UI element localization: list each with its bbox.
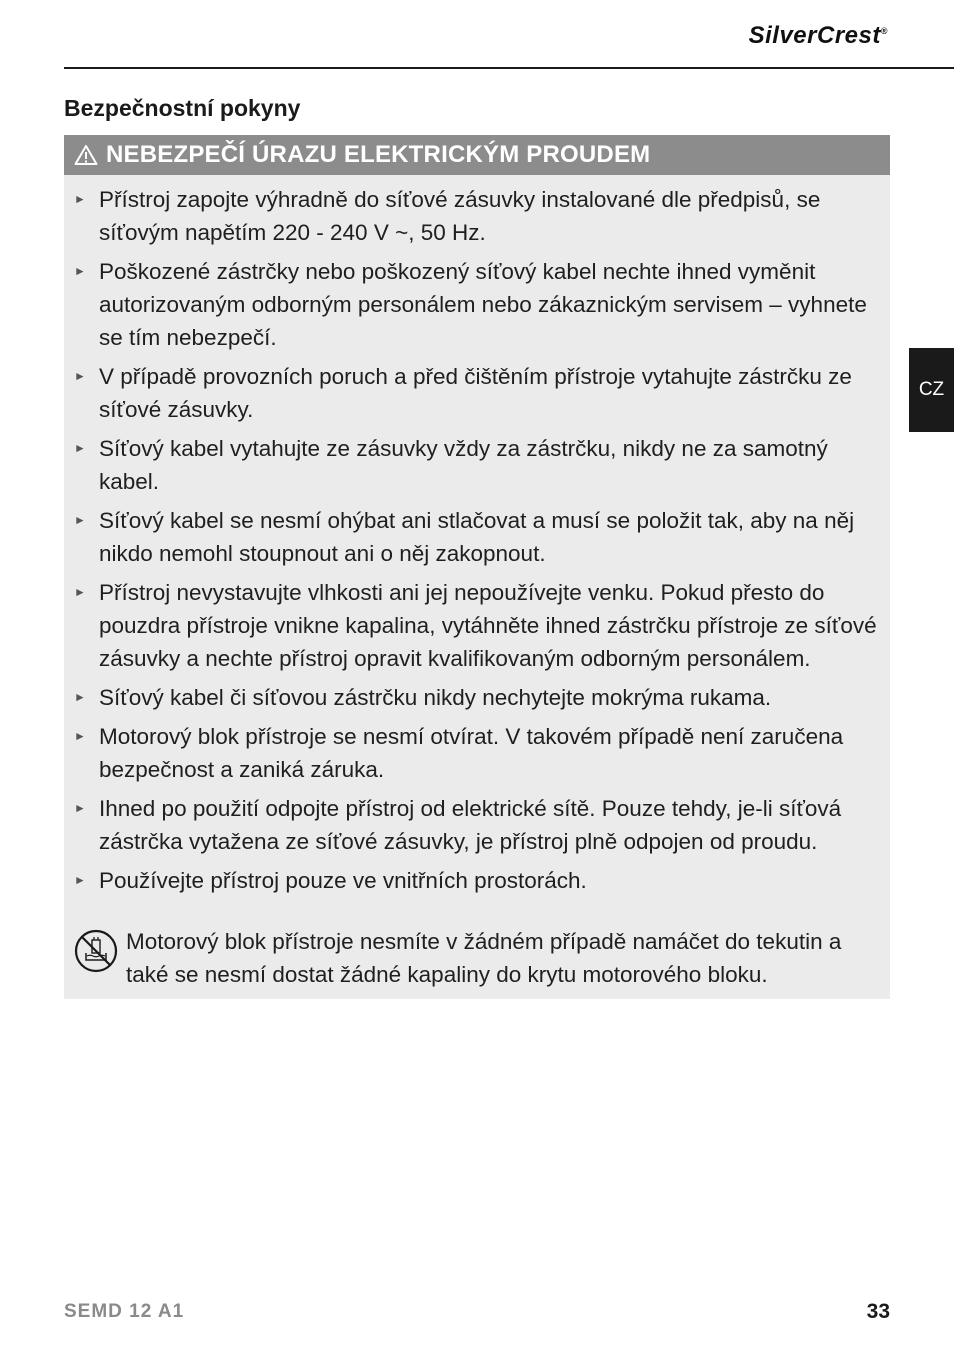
bullet-arrow-icon: ► <box>74 513 86 527</box>
list-item <box>74 255 882 354</box>
footer-model: SEMD 12 A1 <box>64 1301 185 1322</box>
list-item <box>74 720 882 786</box>
list-item <box>74 360 882 426</box>
bullet-arrow-icon: ► <box>74 192 86 206</box>
list-item-text: V případě provozních poruch a před čištěním přístroje vytahujte zástrčku ze síťové zásuvky. <box>99 364 852 422</box>
list-item-text: Poškozené zástrčky nebo poškozený síťový kabel nechte ihned vyměnit autorizovaným odborným personálem nebo zákaznickým servisem – vyhnete se tím nebezpečí. <box>99 259 867 350</box>
brand-logo <box>749 22 888 50</box>
list-item <box>74 864 882 897</box>
note-block <box>74 925 880 991</box>
bullet-arrow-icon: ► <box>74 729 86 743</box>
language-tab <box>909 348 954 432</box>
list-item-text: Síťový kabel se nesmí ohýbat ani stlačovat a musí se položit tak, aby na něj nikdo nemohl stoupnout ani o něj zakopnout. <box>99 508 855 566</box>
list-item <box>74 432 882 498</box>
warning-header <box>64 135 890 175</box>
bullet-arrow-icon: ► <box>74 369 86 383</box>
bullet-arrow-icon: ► <box>74 801 86 815</box>
list-item <box>74 681 882 714</box>
list-item <box>74 576 882 675</box>
list-item <box>74 792 882 858</box>
bullet-arrow-icon: ► <box>74 441 86 455</box>
list-item-text: Přístroj nevystavujte vlhkosti ani jej nepoužívejte venku. Pokud přesto do pouzdra přístroje vnikne kapalina, vytáhněte ihned zástrčku přístroje ze síťové zásuvky a nechte přístroj opravit kvalifikovaným odborným personálem. <box>99 580 877 671</box>
list-item-text: Motorový blok přístroje se nesmí otvírat. V takovém případě není zaručena bezpečnost a zaniká záruka. <box>99 724 844 782</box>
language-tab-label: CZ <box>918 379 945 400</box>
no-immersion-icon <box>74 929 118 973</box>
warning-box <box>64 135 890 999</box>
bullet-arrow-icon: ► <box>74 585 86 599</box>
page-number: 33 <box>866 1300 890 1323</box>
list-item-text: Používejte přístroj pouze ve vnitřních prostorách. <box>99 868 587 893</box>
bullet-arrow-icon: ► <box>74 264 86 278</box>
section-title: Bezpečnostní pokyny <box>64 95 301 121</box>
header-divider <box>64 67 954 69</box>
bullet-arrow-icon: ► <box>74 873 86 887</box>
list-item-text: Síťový kabel vytahujte ze zásuvky vždy za zástrčku, nikdy ne za samotný kabel. <box>99 436 828 494</box>
warning-list <box>64 175 890 897</box>
registered-mark: ® <box>880 26 888 36</box>
list-item-text: Přístroj zapojte výhradně do síťové zásuvky instalované dle předpisů, se síťovým napětím 220 - 240 V ~, 50 Hz. <box>99 187 821 245</box>
note-text: Motorový blok přístroje nesmíte v žádném případě namáčet do tekutin a také se nesmí dostat žádné kapaliny do krytu motorového bloku. <box>126 929 842 987</box>
brand-logo-text: SilverCrest <box>748 22 881 49</box>
list-item-text: Síťový kabel či síťovou zástrčku nikdy nechytejte mokrýma rukama. <box>99 685 772 710</box>
warning-title: NEBEZPEČÍ ÚRAZU ELEKTRICKÝM PROUDEM <box>106 141 651 168</box>
warning-triangle-icon <box>74 144 98 166</box>
bullet-arrow-icon: ► <box>74 690 86 704</box>
list-item-text: Ihned po použití odpojte přístroj od elektrické sítě. Pouze tehdy, je-li síťová zástrčka vytažena ze síťové zásuvky, je přístroj plně odpojen od proudu. <box>99 796 842 854</box>
list-item <box>74 183 882 249</box>
list-item <box>74 504 882 570</box>
